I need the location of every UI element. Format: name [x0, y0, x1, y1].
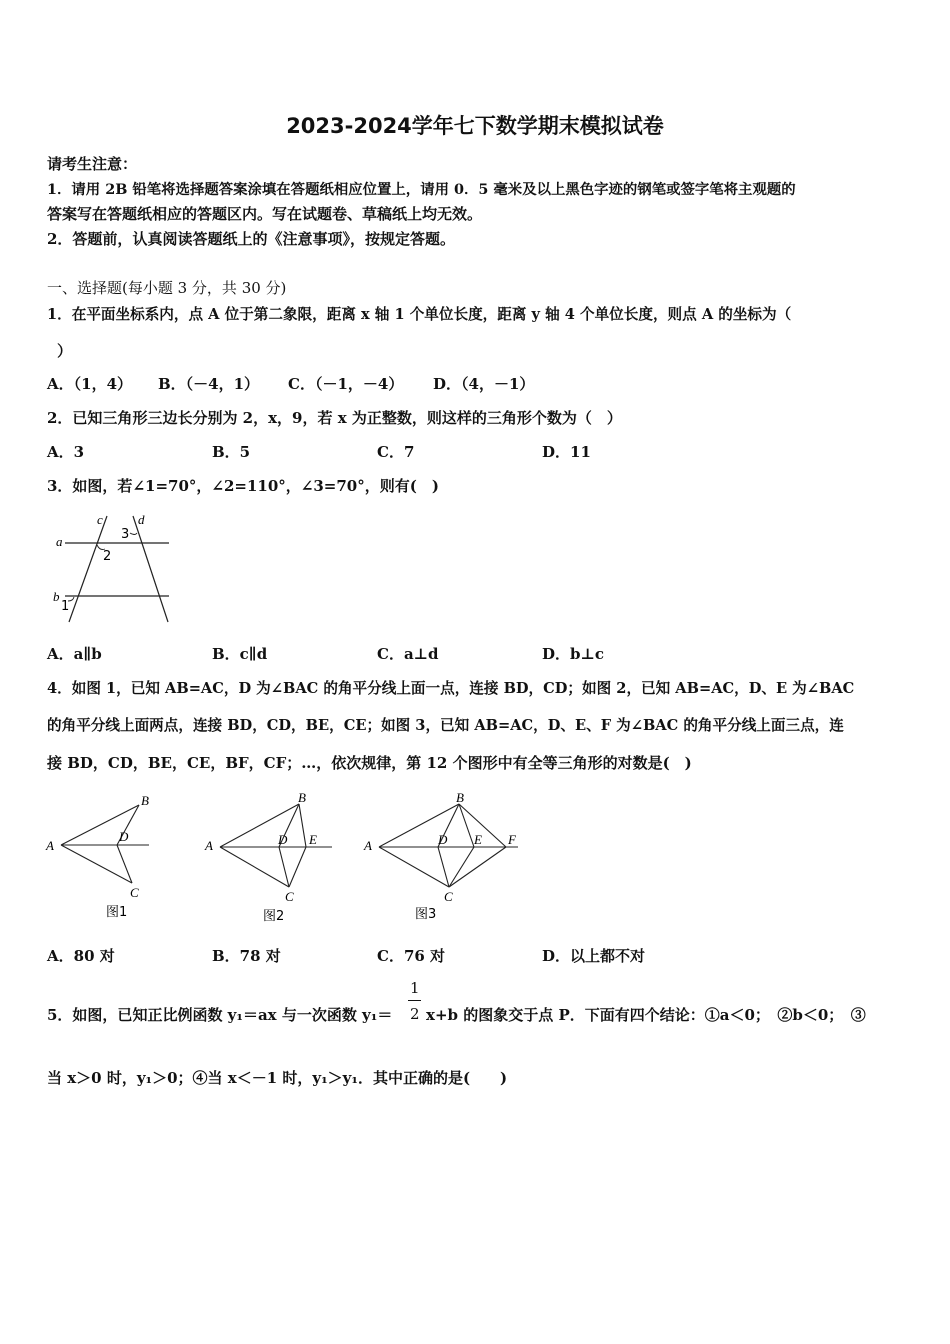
fig3-label-B: B	[456, 790, 464, 805]
section-heading: 一、选择题(每小题 3 分，共 30 分)	[47, 279, 287, 297]
notice-line-1a: 1．请用 2B 铅笔将选择题答案涂填在答题纸相应位置上，请用 0．5 毫米及以上黑色字迹的钢笔或签字笔将主观题的	[47, 181, 796, 198]
fig3-label-A: A	[364, 838, 372, 853]
q5-fraction-bar	[408, 1000, 421, 1001]
q2-text: 2．已知三角形三边长分别为 2，x，9，若 x 为正整数，则这样的三角形个数为（ ）	[47, 409, 622, 427]
fig1-label-B: B	[141, 793, 149, 808]
notice-heading: 请考生注意：	[47, 155, 138, 173]
label-a: a	[56, 534, 63, 549]
q4-figures	[44, 790, 534, 930]
q2-option-a: A．3	[47, 443, 85, 461]
label-d: d	[138, 512, 145, 527]
notice-line-2: 2．答题前，认真阅读答题纸上的《注意事项》，按规定答题。	[47, 230, 455, 248]
q1-text-line2: ）	[57, 342, 73, 360]
q1-option-c: C．（－1，－4）	[288, 375, 404, 393]
q3-option-b: B．c∥d	[212, 645, 268, 663]
fig3-label-E: E	[474, 832, 482, 847]
notice-line-1b: 答案写在答题纸相应的答题区内。写在试题卷、草稿纸上均无效。	[47, 205, 483, 223]
angle-3-arc	[130, 533, 137, 535]
fig1-label-D: D	[119, 829, 129, 844]
fig3-label-D: D	[438, 832, 448, 847]
q2-option-c: C．7	[377, 443, 415, 461]
fig2-label-D: D	[278, 832, 288, 847]
label-c: c	[97, 512, 103, 527]
q1-option-d: D．（4，－1）	[433, 375, 535, 393]
fig2-label-B: B	[298, 790, 306, 805]
q4-option-d: D．以上都不对	[542, 947, 646, 965]
fig2-label-A: A	[205, 838, 213, 853]
q1-text-line1: 1．在平面坐标系内，点 A 位于第二象限，距离 x 轴 1 个单位长度，距离 y 轴 4 个单位长度，则点 A 的坐标为（	[47, 306, 792, 323]
fig2-label-C: C	[285, 889, 294, 904]
q3-option-d: D．b⊥c	[542, 645, 605, 663]
q4-option-b: B．78 对	[212, 947, 281, 965]
q5-fraction-numerator: 1	[410, 979, 420, 997]
label-2: 2	[103, 549, 112, 564]
q3-option-a: A．a∥b	[47, 645, 102, 663]
fig3-label-C: C	[444, 889, 453, 904]
q1-option-b: B．（－4，1）	[158, 375, 260, 393]
fig3-caption: 图3	[415, 907, 437, 922]
fig1-caption: 图1	[106, 905, 128, 920]
q5-text-line1b: x+b 的图象交于点 P．下面有四个结论：①a＜0； ②b＜0； ③	[426, 1006, 866, 1024]
q4-figure-3	[363, 790, 518, 922]
q3-option-c: C．a⊥d	[377, 645, 439, 663]
q4-text-line2: 的角平分线上面两点，连接 BD，CD，BE，CE；如图 3，已知 AB=AC，D、E、F 为∠BAC 的角平分线上面三点，连	[47, 717, 844, 734]
q3-figure	[47, 508, 177, 626]
q4-figure-1	[45, 793, 149, 920]
q1-option-a: A．（1，4）	[47, 375, 133, 393]
q4-figure-2	[204, 790, 332, 924]
q5-text-line2: 当 x＞0 时，y₁＞0；④当 x＜－1 时，y₁＞y₁．其中正确的是( )	[47, 1069, 508, 1087]
q3-text: 3．如图，若∠1=70°，∠2=110°，∠3=70°，则有( )	[47, 477, 439, 495]
fig2-label-E: E	[309, 832, 317, 847]
q2-option-d: D．11	[542, 443, 591, 461]
q5-fraction-denominator: 2	[410, 1005, 420, 1023]
label-3: 3	[121, 527, 130, 542]
fig1-label-C: C	[130, 885, 139, 900]
label-b: b	[53, 589, 60, 604]
q5-text-line1a: 5．如图，已知正比例函数 y₁＝ax 与一次函数 y₁＝	[47, 1006, 393, 1024]
q4-option-a: A．80 对	[47, 947, 115, 965]
q4-text-line1: 4．如图 1，已知 AB=AC，D 为∠BAC 的角平分线上面一点，连接 BD，CD；如图 2，已知 AB=AC，D、E 为∠BAC	[47, 680, 855, 697]
q4-text-line3: 接 BD，CD，BE，CE，BF，CF；…，依次规律，第 12 个图形中有全等三角形的对数是( )	[47, 754, 692, 772]
line-c	[69, 516, 107, 622]
q4-option-c: C．76 对	[377, 947, 446, 965]
fig1-label-A: A	[46, 838, 54, 853]
page-title: 2023-2024学年七下数学期末模拟试卷	[286, 114, 664, 138]
fig3-label-F: F	[508, 832, 516, 847]
line-d	[133, 516, 168, 622]
label-1: 1	[61, 599, 70, 614]
fig2-caption: 图2	[263, 909, 285, 924]
q2-option-b: B．5	[212, 443, 251, 461]
